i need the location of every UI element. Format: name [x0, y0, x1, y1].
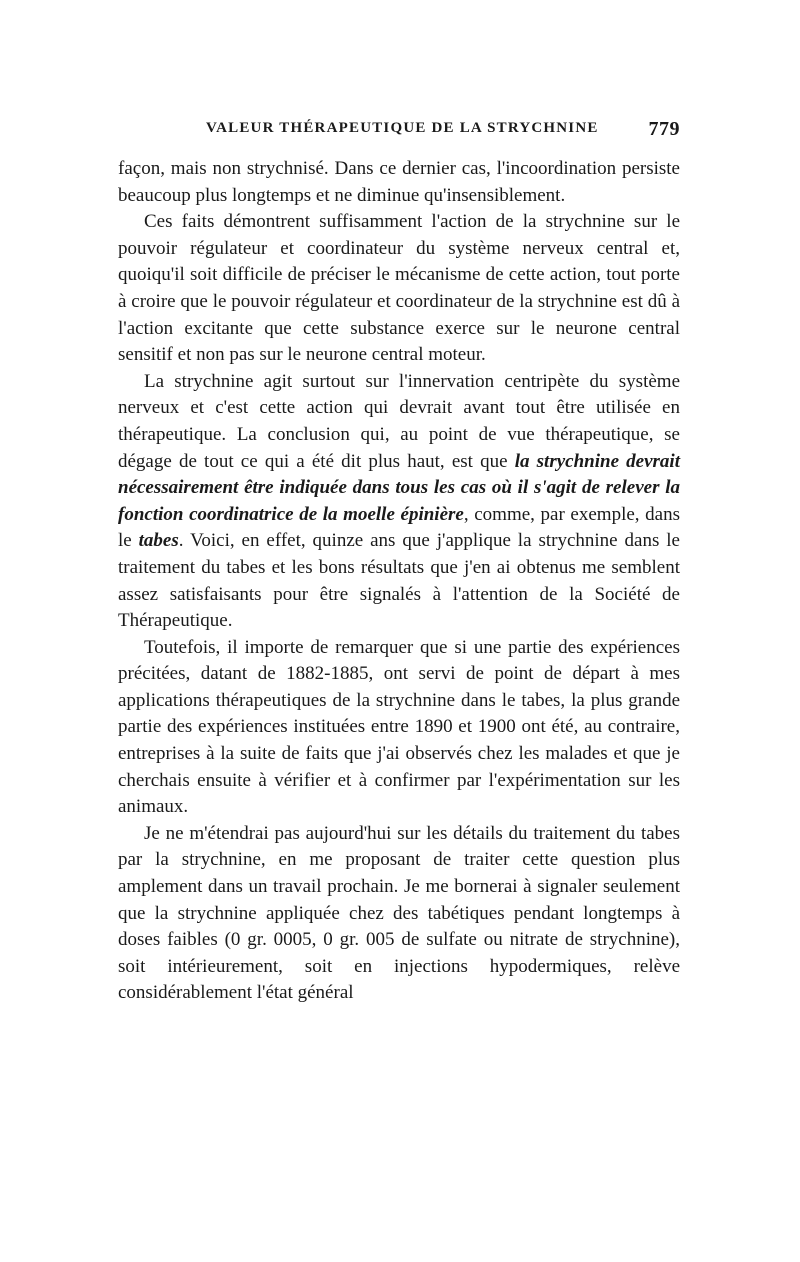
running-head	[118, 118, 680, 148]
paragraph-3	[118, 369, 680, 635]
paragraph-3-italic-tabes: tabes	[138, 530, 179, 552]
paragraph-5: Je ne m'étendrai pas aujourd'hui sur les détails du traitement du tabes par la strychnine, en me proposant de traiter cette question plus amplement dans un travail prochain. Je me bornerai à signaler seulement que la strychnine appliquée chez des tabétiques pendant longtemps à doses faibles (0 gr. 0005, 0 gr. 005 de sulfate ou nitrate de strychnine), soit intérieurement, soit en injections hypodermiques, relève considérablement l'état général	[118, 822, 680, 1004]
paragraph-3-text-c: . Voici, en effet, quinze ans que j'applique la strychnine dans le traitement du tabes et les bons résultats que j'en ai obtenus me semblent assez satisfaisants pour être signalés à l'attention de la Société de Thérapeutique.	[118, 530, 680, 632]
page-number: 779	[648, 118, 680, 140]
paragraph-1: façon, mais non strychnisé. Dans ce dernier cas, l'incoordination persiste beaucoup plus longtemps et ne diminue qu'insensiblement.	[118, 158, 680, 206]
paragraph-3-text-b: , comme, par exemple, dans le	[118, 503, 680, 552]
paragraph-4: Toutefois, il importe de remarquer que si une partie des expériences précitées, datant de 1882-1885, ont servi de point de départ à mes applications thérapeutiques de la strychnine dans le tabes, la plus grande partie des expériences instituées entre 1890 et 1900 ont été, au contraire, entreprises à la suite de faits que j'ai observés chez les malades et que je cherchais ensuite à vérifier et à confirmer par l'expérimentation sur les animaux.	[118, 636, 680, 818]
running-title: VALEUR THÉRAPEUTIQUE DE LA STRYCHNINE	[206, 120, 599, 136]
paragraph-3-italic-conclusion: la strychnine devrait nécessairement être indiquée dans tous les cas où il s'agit de relever la fonction coordinatrice de la moelle épinière	[118, 450, 680, 525]
page	[118, 118, 680, 1007]
paragraph-3-text-a: La strychnine agit surtout sur l'innervation centripète du système nerveux et c'est cette action qui devrait avant tout être utilisée en thérapeutique. La conclusion qui, au point de vue thérapeutique, se dégage de tout ce qui a été dit plus haut, est que	[118, 370, 680, 472]
paragraph-2: Ces faits démontrent suffisamment l'action de la strychnine sur le pouvoir régulateur et coordinateur du système nerveux central et, quoiqu'il soit difficile de préciser le mécanisme de cette action, tout porte à croire que le pouvoir régulateur et coordinateur de la strychnine est dû à l'action excitante que cette substance exerce sur le neurone central sensitif et non pas sur le neurone central moteur.	[118, 211, 680, 366]
